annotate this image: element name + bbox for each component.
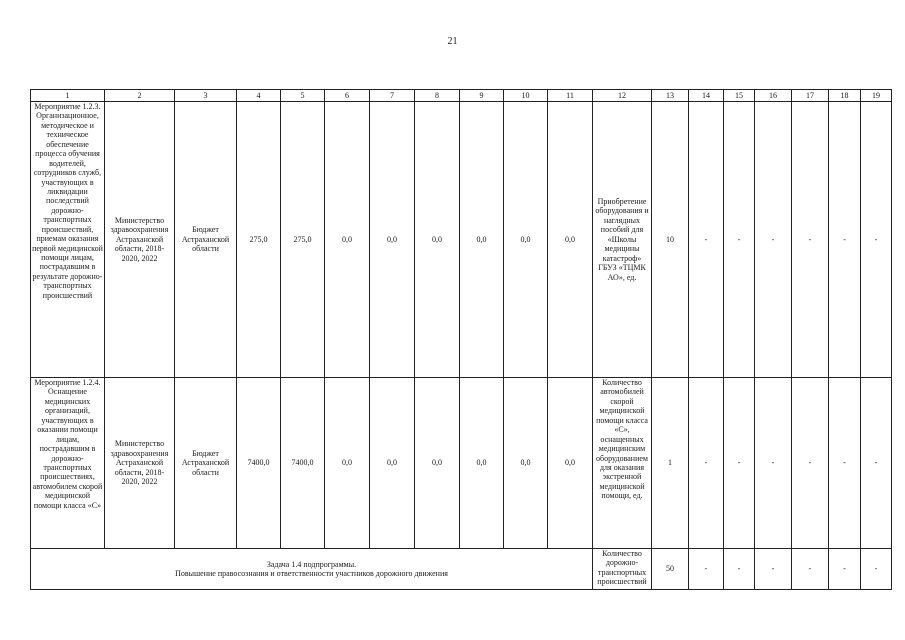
funding-source-cell: Бюджет Астраханской области (175, 102, 237, 378)
value-cell: - (724, 378, 755, 549)
value-cell: - (689, 102, 724, 378)
col-header: 5 (281, 90, 325, 102)
value-cell: 0,0 (460, 378, 504, 549)
value-cell: 0,0 (504, 378, 548, 549)
value-cell: - (792, 549, 829, 590)
value-cell: 0,0 (325, 102, 370, 378)
value-cell: 50 (652, 549, 689, 590)
column-number-row (31, 90, 892, 102)
value-cell: 7400,0 (281, 378, 325, 549)
col-header: 9 (460, 90, 504, 102)
col-header: 10 (504, 90, 548, 102)
table-row (31, 102, 892, 378)
value-cell: 0,0 (548, 378, 593, 549)
value-cell: 0,0 (370, 102, 415, 378)
value-cell: 10 (652, 102, 689, 378)
value-cell: 0,0 (415, 378, 460, 549)
program-table (30, 89, 892, 590)
value-cell: - (724, 102, 755, 378)
col-header: 17 (792, 90, 829, 102)
value-cell: - (792, 102, 829, 378)
indicator-cell: Приобретение оборудования и наглядных пособий для «Школы медицины катастроф» ГБУЗ «ТЦМК АО», ед. (593, 102, 652, 378)
value-cell: - (755, 549, 792, 590)
value-cell: 0,0 (325, 378, 370, 549)
executor-cell: Министерство здравоохранения Астраханской области, 2018-2020, 2022 (105, 102, 175, 378)
value-cell: 0,0 (548, 102, 593, 378)
task-heading-cell (31, 549, 593, 590)
activity-cell: Мероприятие 1.2.4. Оснащение медицинских организаций, участвующих в оказании помощи лицам, пострадавшим в дорожно-транспортных происшествиях, автомобилем скорой медицинской помощи класса «С» (31, 378, 105, 549)
executor-cell: Министерство здравоохранения Астраханской области, 2018-2020, 2022 (105, 378, 175, 549)
value-cell: 275,0 (237, 102, 281, 378)
value-cell: 0,0 (504, 102, 548, 378)
value-cell: - (689, 378, 724, 549)
value-cell: - (689, 549, 724, 590)
value-cell: 1 (652, 378, 689, 549)
col-header: 15 (724, 90, 755, 102)
indicator-cell: Количество дорожно-транспортных происшествий (593, 549, 652, 590)
value-cell: - (829, 378, 861, 549)
col-header: 13 (652, 90, 689, 102)
value-cell: - (792, 378, 829, 549)
value-cell: - (861, 378, 892, 549)
value-cell: 0,0 (415, 102, 460, 378)
col-header: 19 (861, 90, 892, 102)
col-header: 16 (755, 90, 792, 102)
col-header: 2 (105, 90, 175, 102)
table-row (31, 378, 892, 549)
value-cell: - (724, 549, 755, 590)
col-header: 7 (370, 90, 415, 102)
activity-cell: Мероприятие 1.2.3. Организационное, методическое и техническое обеспечение процесса обучения водителей, сотрудников служб, участвующих в ликвидации последствий дорожно-транспортных происшествий, приемам оказания первой медицинской помощи лицам, пострадавшим в результате дорожно-транспортных происшествий (31, 102, 105, 378)
col-header: 1 (31, 90, 105, 102)
col-header: 3 (175, 90, 237, 102)
task-description: Повышение правосознания и ответственности участников дорожного движения (175, 569, 448, 578)
value-cell: - (755, 102, 792, 378)
value-cell: - (829, 549, 861, 590)
col-header: 14 (689, 90, 724, 102)
value-cell: 0,0 (370, 378, 415, 549)
col-header: 6 (325, 90, 370, 102)
col-header: 11 (548, 90, 593, 102)
value-cell: - (755, 378, 792, 549)
value-cell: - (861, 549, 892, 590)
page-number: 21 (447, 36, 458, 47)
col-header: 8 (415, 90, 460, 102)
value-cell: - (829, 102, 861, 378)
col-header: 4 (237, 90, 281, 102)
task-row (31, 549, 892, 590)
funding-source-cell: Бюджет Астраханской области (175, 378, 237, 549)
indicator-cell: Количество автомобилей скорой медицинской помощи класса «С», оснащенных медицинским оборудованием для оказания экстренной медицинской помощи, ед. (593, 378, 652, 549)
value-cell: - (861, 102, 892, 378)
col-header: 12 (593, 90, 652, 102)
value-cell: 275,0 (281, 102, 325, 378)
task-title: Задача 1.4 подпрограммы. (266, 559, 357, 569)
value-cell: 7400,0 (237, 378, 281, 549)
value-cell: 0,0 (460, 102, 504, 378)
col-header: 18 (829, 90, 861, 102)
